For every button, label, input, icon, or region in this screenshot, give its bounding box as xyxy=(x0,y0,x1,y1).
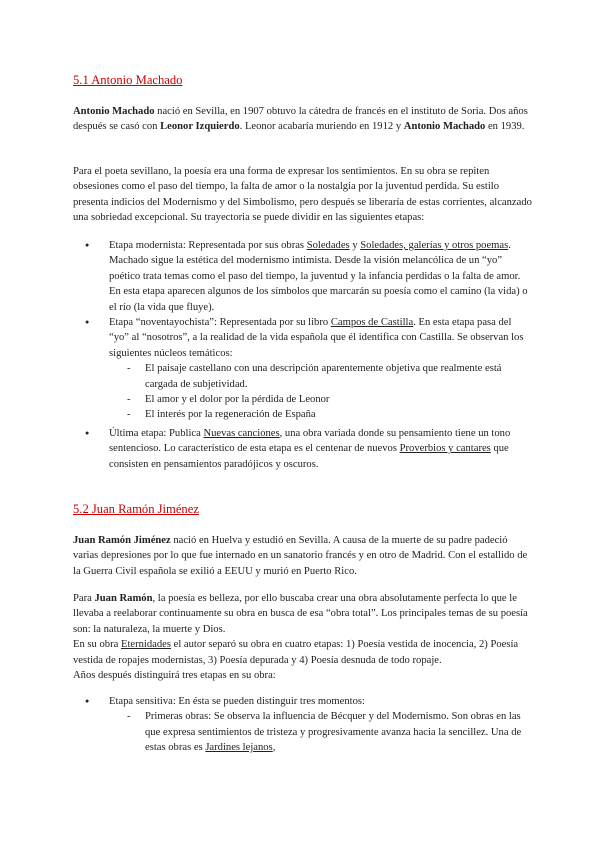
list-item-modernist-stage: ● Etapa modernista: Representada por sus obras Soledades y Soledades, galerías y otros poemas. Machado sigue la estética del modernismo intimista. Desde la visión melancólica de un “yo” poético trata temas como el paso del tiempo, la juventud y la infancia perdidas o la falta de amor. En esta etapa aparecen algunos de los símbolos que marcarán su poesía como el camino (la vida) o el río (la vida que fluye). xyxy=(73,238,533,315)
sub-item: - El paisaje castellano con una descripción aparentemente objetiva que realmente está cargada de subjetividad. xyxy=(109,361,533,392)
book-title-soledades: Soledades xyxy=(306,240,350,251)
machado-stages-list xyxy=(73,238,533,423)
sub-item: - Primeras obras: Se observa la influencia de Bécquer y del Modernismo. Son obras en las que expresa sentimientos de tristeza y progresivamente avanza hacia la sencillez. Una de estas obras es Jardines lejanos, xyxy=(109,709,533,755)
list-item-noventayochista-stage: ● Etapa “noventayochista”: Representada por su libro Campos de Castilla. En esta etapa pasa del “yo” al “nosotros”, a la realidad de la vida española que él identifica con Castilla. Se observan los siguientes núcleos temáticos: - El paisaje castellano con una descripción aparentemente objetiva que realmente está cargada de subjetividad. - El amor y el dolor por la pérdida de Leonor - El interés por la regeneración de España xyxy=(73,315,533,423)
sub-item: - El interés por la regeneración de España xyxy=(109,407,533,422)
paragraph-machado-poetry: Para el poeta sevillano, la poesía era una forma de expresar los sentimientos. En su obra se repiten obsesiones como el paso del tiempo, la falta de amor o la nostalgia por la juventud perdida. Su estilo presenta indicios del Modernismo y del Simbolismo, pero después se liberaría de estas corrientes, alcanzado una sobriedad excepcional. Su trayectoria se puede dividir en las siguientes etapas: xyxy=(73,166,532,224)
jimenez-stages-list xyxy=(73,694,533,756)
paragraph-jimenez-poetry: Para Juan Ramón, la poesía es belleza, por ello buscaba crear una obra absolutamente perfecta lo que le llevaba a reelaborar continuamente su obra en busca de esa “obra total”. Los principales temas de su poesía son: la naturaleza, la muerte y Dios. En su obra Eternidades el autor separó su obra en cuatro etapas: 1) Poesía vestida de inocencia, 2) Poesía vestida de ropajes modernistas, 3) Poesía depurada y 4) Poesía desnuda de todo ropaje. Años después distinguirá tres etapas en su obra: xyxy=(73,593,528,682)
paragraph-jimenez-bio: Juan Ramón Jiménez nació en Huelva y estudió en Sevilla. A causa de la muerte de su padre padeció varias depresiones por lo que fue internado en un sanatorio francés y en otro de Madrid. Con el estallido de la Guerra Civil española se exilió a EEUU y murió en Puerto Rico. xyxy=(73,535,528,577)
book-title-soledades-galerias: Soledades, galerías y otros poemas xyxy=(360,240,509,251)
machado-last-stage xyxy=(73,426,533,472)
book-title-campos-de-castilla: Campos de Castilla xyxy=(330,317,414,329)
book-title-nuevas-canciones: Nuevas canciones xyxy=(203,428,280,439)
paragraph-machado-bio: Antonio Machado nació en Sevilla, en 1907 obtuvo la cátedra de francés en el instituto de Soria. Dos años después se casó con Leonor Izquierdo. Leonor acabaría muriendo en 1912 y Antonio Machado en 1939. xyxy=(73,106,528,133)
book-title-eternidades: Eternidades xyxy=(120,639,171,651)
sub-item: - El amor y el dolor por la pérdida de Leonor xyxy=(109,392,533,407)
section-heading-machado: 5.1 Antonio Machado xyxy=(73,73,183,87)
list-item-sensitive-stage: ● Etapa sensitiva: En ésta se pueden distinguir tres momentos: - Primeras obras: Se observa la influencia de Bécquer y del Modernismo. Son obras en las que expresa sentimientos de tristeza y progresivamente avanza hacia la sencillez. Una de estas obras es Jardines lejanos, xyxy=(73,694,533,756)
list-item-last-stage: ● Última etapa: Publica Nuevas canciones, una obra variada donde su pensamiento tiene un tono sentencioso. Lo característico de esta etapa es el centenar de nuevos Proverbios y cantares que consisten en pensamientos paradójicos y oscuros. xyxy=(73,426,533,472)
book-title-jardines-lejanos: Jardines lejanos xyxy=(205,742,273,754)
book-title-proverbios-y-cantares: Proverbios y cantares xyxy=(399,443,491,455)
section-heading-jimenez: 5.2 Juan Ramón Jiménez xyxy=(73,502,199,516)
